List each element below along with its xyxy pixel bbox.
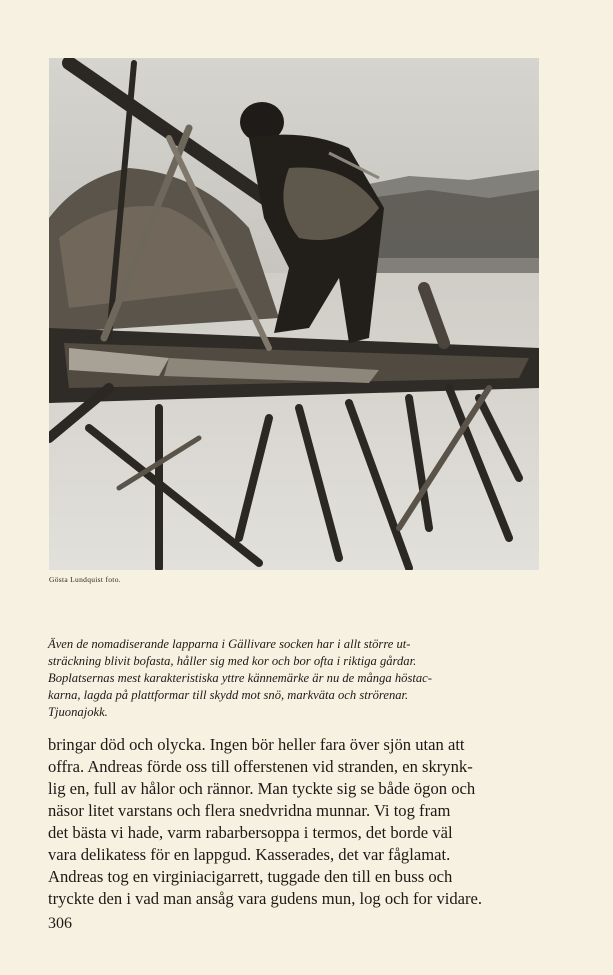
page-number: 306 <box>48 915 72 932</box>
photograph <box>49 58 539 570</box>
caption-line: sträckning blivit bofasta, håller sig med kor och bor ofta i riktiga gårdar. <box>48 654 417 668</box>
body-line: bringar död och olycka. Ingen bör heller fara över sjön utan att <box>48 735 465 754</box>
body-line: näsor litet varstans och flera snedvridna munnar. Vi tog fram <box>48 801 451 820</box>
body-line: offra. Andreas förde oss till offerstenen vid stranden, en skrynk- <box>48 757 473 776</box>
caption-line: karna, lagda på plattformar till skydd mot snö, markväta och strörenar. <box>48 688 409 702</box>
caption-line: Även de nomadiserande lapparna i Gällivare socken har i allt större ut- <box>48 637 411 651</box>
body-text <box>48 734 548 910</box>
body-line: tryckte den i vad man ansåg vara gudens mun, log och for vidare. <box>48 889 483 908</box>
body-line: det bästa vi hade, varm rabarbersoppa i termos, det borde väl <box>48 823 453 842</box>
platform-photo-illustration <box>49 58 539 570</box>
body-line: Andreas tog en virginiacigarrett, tuggade den till en buss och <box>48 867 453 886</box>
caption-line: Tjuonajokk. <box>48 705 108 719</box>
body-line: lig en, full av hålor och rännor. Man tyckte sig se både ögon och <box>48 779 476 798</box>
caption-line: Boplatsernas mest karakteristiska yttre kännemärke är nu de många höstac- <box>48 671 432 685</box>
photo-caption <box>48 636 548 721</box>
photo-credit: Gösta Lundquist foto. <box>49 575 121 584</box>
body-line: vara delikatess för en lappgud. Kasserades, det var fåglamat. <box>48 845 451 864</box>
